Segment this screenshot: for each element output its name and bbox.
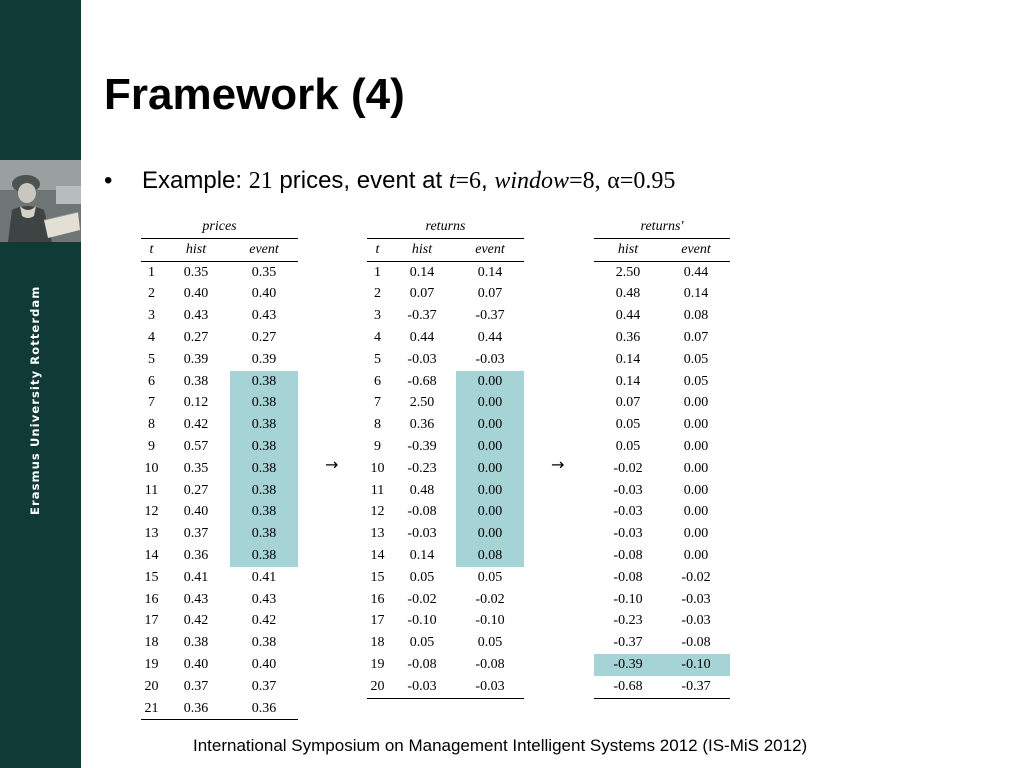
table-cell: 0.38 xyxy=(230,371,298,393)
table-cell: 0.38 xyxy=(230,392,298,414)
table-cell: 0.00 xyxy=(456,414,524,436)
table-cell: 0.05 xyxy=(477,569,503,585)
prices-table xyxy=(141,216,298,720)
table-cell: 5 xyxy=(148,351,155,367)
table-cell: 0.40 xyxy=(183,656,209,672)
table-row xyxy=(367,261,524,283)
table-cell: 0.07 xyxy=(477,286,503,302)
table-cell: 0.38 xyxy=(183,373,209,389)
table-row xyxy=(367,632,524,654)
table-cell: 0.00 xyxy=(456,458,524,480)
table-row xyxy=(367,545,524,567)
table-cell: 0.40 xyxy=(183,286,209,302)
table-cell: 0.44 xyxy=(683,264,709,280)
table-cell: 0.05 xyxy=(683,373,709,389)
table-row xyxy=(141,654,298,676)
table-row xyxy=(141,545,298,567)
table-row xyxy=(141,698,298,720)
table-cell: -0.37 xyxy=(475,308,505,324)
erasmus-portrait-image xyxy=(0,160,81,242)
table-cell: 13 xyxy=(144,526,159,542)
table-cell: 0.40 xyxy=(251,656,277,672)
table-row xyxy=(594,545,730,567)
table-row xyxy=(367,676,524,698)
table-cell: 6 xyxy=(374,373,381,389)
sidebar xyxy=(0,0,81,768)
table-row xyxy=(141,327,298,349)
table-cell: 0.07 xyxy=(615,395,641,411)
table-cell: 0.05 xyxy=(615,438,641,454)
table-cell: 1 xyxy=(148,264,155,280)
table-cell: 0.27 xyxy=(183,482,209,498)
table-cell: -0.10 xyxy=(407,613,437,629)
table-cell: -0.37 xyxy=(407,308,437,324)
table-cell: 0.38 xyxy=(251,635,277,651)
table-cell: -0.02 xyxy=(613,460,643,476)
table-row xyxy=(141,480,298,502)
table-cell: 9 xyxy=(374,438,381,454)
table-row xyxy=(594,589,730,611)
table-row xyxy=(141,392,298,414)
table-row xyxy=(367,523,524,545)
table-row xyxy=(141,349,298,371)
table-cell: 2 xyxy=(148,286,155,302)
table-row xyxy=(141,283,298,305)
table-cell: 0.35 xyxy=(183,460,209,476)
table-row xyxy=(367,480,524,502)
footer-conference: International Symposium on Management Intelligent Systems 2012 (IS-MiS 2012) xyxy=(193,736,808,755)
table-cell: -0.39 xyxy=(594,654,662,676)
table-cell: 0.36 xyxy=(162,698,230,720)
table-cell: -0.10 xyxy=(475,613,505,629)
col-header-t: t xyxy=(141,238,162,261)
table-cell: -0.10 xyxy=(613,591,643,607)
t-value: =6 xyxy=(455,168,482,194)
table-cell: 0.48 xyxy=(409,482,435,498)
sorted-returns-table xyxy=(594,216,730,699)
table-cell: 0.07 xyxy=(409,286,435,302)
table-row xyxy=(141,371,298,393)
table-cell: 0.14 xyxy=(683,286,709,302)
table-cell: 0.00 xyxy=(456,371,524,393)
table-row xyxy=(141,501,298,523)
table-cell: 3 xyxy=(148,308,155,324)
table-cell: 0.37 xyxy=(183,678,209,694)
table-cell: 0.38 xyxy=(183,635,209,651)
table-cell: 0.43 xyxy=(251,591,277,607)
table-cell: -0.37 xyxy=(613,635,643,651)
table-cell: -0.03 xyxy=(388,676,456,698)
table-cell: -0.68 xyxy=(594,676,662,698)
table-row xyxy=(594,261,730,283)
table-row xyxy=(594,371,730,393)
table-cell: 0.44 xyxy=(615,308,641,324)
table-cell: 16 xyxy=(144,591,159,607)
table-cell: -0.03 xyxy=(407,351,437,367)
table-row xyxy=(141,414,298,436)
example-bullet: • Example: 21 prices, event at t=6, window=8, α=0.95 xyxy=(104,167,676,194)
table-cell: 0.00 xyxy=(683,526,709,542)
arrow-right-icon: → xyxy=(551,455,565,474)
table-row xyxy=(594,567,730,589)
col-header-hist: hist xyxy=(388,238,456,261)
table-cell: 7 xyxy=(374,395,381,411)
example-mid-text: prices, event at xyxy=(279,167,443,194)
table-row xyxy=(367,371,524,393)
table-row xyxy=(367,327,524,349)
table-row xyxy=(141,632,298,654)
table-row xyxy=(367,305,524,327)
table-row xyxy=(594,480,730,502)
table-cell: 17 xyxy=(370,613,385,629)
table-cell: 21 xyxy=(141,698,162,720)
table-cell: 12 xyxy=(144,504,159,520)
table-cell: 0.27 xyxy=(251,329,277,345)
table-cell: -0.39 xyxy=(407,438,437,454)
table-cell: 15 xyxy=(144,569,159,585)
table-row xyxy=(594,523,730,545)
table-row xyxy=(367,567,524,589)
table-cell: 0.05 xyxy=(409,635,435,651)
table-cell: 0.00 xyxy=(456,501,524,523)
table-cell: 3 xyxy=(374,308,381,324)
returns-group-header: returns xyxy=(367,216,524,238)
table-row xyxy=(594,414,730,436)
returns-table xyxy=(367,216,524,699)
table-cell: 0.42 xyxy=(183,417,209,433)
table-cell: 14 xyxy=(144,547,159,563)
table-cell: 8 xyxy=(148,417,155,433)
table-row xyxy=(367,436,524,458)
table-cell: 18 xyxy=(144,635,159,651)
table-cell: 0.08 xyxy=(456,545,524,567)
table-cell: -0.03 xyxy=(613,504,643,520)
table-cell: 0.38 xyxy=(230,523,298,545)
table-cell: 0.41 xyxy=(251,569,277,585)
window-value: =8 xyxy=(569,168,595,194)
table-cell: 0.42 xyxy=(183,613,209,629)
prices-group-header: prices xyxy=(141,216,298,238)
table-cell: 10 xyxy=(370,460,385,476)
table-cell: 18 xyxy=(370,635,385,651)
table-cell: 0.39 xyxy=(251,351,277,367)
table-cell: -0.08 xyxy=(407,504,437,520)
table-row xyxy=(367,349,524,371)
t-variable: t xyxy=(448,168,456,194)
table-cell: 5 xyxy=(374,351,381,367)
sorted-returns-group-header: returns' xyxy=(594,216,730,238)
table-cell: 8 xyxy=(374,417,381,433)
col-header-event: event xyxy=(456,238,524,261)
table-cell: -0.08 xyxy=(407,656,437,672)
table-cell: 0.35 xyxy=(183,264,209,280)
table-cell: 0.44 xyxy=(409,329,435,345)
table-cell: 0.14 xyxy=(477,264,503,280)
table-cell: 0.14 xyxy=(409,547,435,563)
table-cell: 0.40 xyxy=(251,286,277,302)
table-cell: 15 xyxy=(370,569,385,585)
table-cell: 0.05 xyxy=(409,569,435,585)
table-cell: -0.08 xyxy=(613,547,643,563)
table-cell: 0.42 xyxy=(251,613,277,629)
table-cell: 0.35 xyxy=(251,264,277,280)
table-cell: 0.57 xyxy=(183,438,209,454)
table-cell: -0.03 xyxy=(407,526,437,542)
table-cell: 0.38 xyxy=(230,436,298,458)
table-row xyxy=(594,436,730,458)
table-cell: 13 xyxy=(370,526,385,542)
table-cell: 0.14 xyxy=(615,351,641,367)
university-name: Erasmus University Rotterdam xyxy=(28,285,42,515)
table-row xyxy=(367,458,524,480)
table-cell: 0.14 xyxy=(615,373,641,389)
table-cell: 0.48 xyxy=(615,286,641,302)
table-cell: -0.08 xyxy=(475,656,505,672)
arrow-right-icon: → xyxy=(325,455,339,474)
table-cell: 14 xyxy=(370,547,385,563)
table-cell: 0.44 xyxy=(477,329,503,345)
table-cell: 0.12 xyxy=(183,395,209,411)
table-row xyxy=(367,589,524,611)
table-cell: 0.00 xyxy=(683,460,709,476)
table-row xyxy=(141,523,298,545)
table-row xyxy=(141,458,298,480)
table-cell: -0.23 xyxy=(613,613,643,629)
table-cell: 0.08 xyxy=(683,308,709,324)
table-cell: 0.37 xyxy=(183,526,209,542)
table-row xyxy=(367,610,524,632)
table-cell: 0.07 xyxy=(683,329,709,345)
table-cell: -0.03 xyxy=(613,526,643,542)
table-cell: 0.36 xyxy=(183,547,209,563)
table-row xyxy=(594,305,730,327)
table-cell: 0.00 xyxy=(683,438,709,454)
table-cell: 0.43 xyxy=(183,591,209,607)
table-cell: 19 xyxy=(370,656,385,672)
table-cell: 0.00 xyxy=(456,523,524,545)
table-row xyxy=(367,392,524,414)
table-cell: 2 xyxy=(374,286,381,302)
table-cell: 0.27 xyxy=(183,329,209,345)
table-cell: 0.38 xyxy=(230,501,298,523)
table-row xyxy=(141,305,298,327)
table-cell: 0.39 xyxy=(183,351,209,367)
alpha-value: α=0.95 xyxy=(607,168,676,194)
table-cell: 0.00 xyxy=(456,480,524,502)
price-count: 21 xyxy=(248,168,273,194)
table-row xyxy=(141,610,298,632)
table-cell: -0.03 xyxy=(456,676,524,698)
table-cell: 0.36 xyxy=(615,329,641,345)
table-cell: -0.03 xyxy=(681,591,711,607)
table-cell: -0.02 xyxy=(681,569,711,585)
table-row xyxy=(594,283,730,305)
table-cell: -0.03 xyxy=(681,613,711,629)
table-cell: 4 xyxy=(148,329,155,345)
table-row xyxy=(141,436,298,458)
table-cell: 9 xyxy=(148,438,155,454)
table-row xyxy=(594,501,730,523)
example-label: Example: xyxy=(142,167,243,194)
table-cell: 12 xyxy=(370,504,385,520)
table-row xyxy=(367,501,524,523)
table-row xyxy=(367,283,524,305)
table-cell: 2.50 xyxy=(615,264,641,280)
table-row xyxy=(594,676,730,698)
table-cell: 0.00 xyxy=(456,436,524,458)
table-cell: 0.38 xyxy=(230,458,298,480)
table-cell: 11 xyxy=(370,482,385,498)
table-cell: 1 xyxy=(374,264,381,280)
table-row xyxy=(141,589,298,611)
col-header-event: event xyxy=(230,238,298,261)
table-cell: 2.50 xyxy=(409,395,435,411)
table-row xyxy=(594,392,730,414)
table-row xyxy=(367,414,524,436)
table-cell: -0.68 xyxy=(407,373,437,389)
table-cell: 20 xyxy=(144,678,159,694)
col-header-hist: hist xyxy=(162,238,230,261)
table-cell: 0.05 xyxy=(477,635,503,651)
table-row xyxy=(594,632,730,654)
table-cell: 0.38 xyxy=(230,414,298,436)
window-variable: window xyxy=(494,168,570,194)
table-cell: -0.08 xyxy=(681,635,711,651)
table-row xyxy=(367,654,524,676)
table-cell: 0.14 xyxy=(409,264,435,280)
table-cell: 4 xyxy=(374,329,381,345)
col-header-hist: hist xyxy=(594,238,662,261)
table-cell: 0.40 xyxy=(183,504,209,520)
table-cell: 0.00 xyxy=(683,547,709,563)
table-cell: 0.00 xyxy=(683,417,709,433)
table-cell: 0.36 xyxy=(230,698,298,720)
table-cell: -0.37 xyxy=(662,676,730,698)
table-row xyxy=(141,676,298,698)
table-cell: 10 xyxy=(144,460,159,476)
slide-title: Framework (4) xyxy=(104,70,405,119)
table-row xyxy=(594,458,730,480)
table-cell: 0.00 xyxy=(683,395,709,411)
table-cell: 0.43 xyxy=(183,308,209,324)
table-cell: 0.43 xyxy=(251,308,277,324)
col-header-event: event xyxy=(662,238,730,261)
table-cell: -0.02 xyxy=(475,591,505,607)
table-cell: -0.10 xyxy=(662,654,730,676)
table-cell: 0.38 xyxy=(230,545,298,567)
table-cell: 0.05 xyxy=(683,351,709,367)
table-cell: -0.02 xyxy=(407,591,437,607)
table-cell: -0.03 xyxy=(613,482,643,498)
table-cell: 0.38 xyxy=(230,480,298,502)
table-cell: 20 xyxy=(367,676,388,698)
table-cell: 17 xyxy=(144,613,159,629)
table-cell: 6 xyxy=(148,373,155,389)
table-cell: 0.37 xyxy=(251,678,277,694)
table-row xyxy=(141,261,298,283)
table-cell: 11 xyxy=(144,482,159,498)
table-cell: 7 xyxy=(148,395,155,411)
table-row xyxy=(594,610,730,632)
bullet-dot: • xyxy=(104,167,113,194)
table-row xyxy=(594,327,730,349)
table-cell: 0.36 xyxy=(409,417,435,433)
table-cell: 0.00 xyxy=(683,482,709,498)
table-cell: -0.23 xyxy=(407,460,437,476)
table-row xyxy=(594,349,730,371)
table-cell: -0.03 xyxy=(475,351,505,367)
table-cell: 19 xyxy=(144,656,159,672)
table-cell: 16 xyxy=(370,591,385,607)
table-cell: 0.00 xyxy=(456,392,524,414)
table-cell: 0.05 xyxy=(615,417,641,433)
table-cell: 0.41 xyxy=(183,569,209,585)
table-row xyxy=(141,567,298,589)
table-cell: 0.00 xyxy=(683,504,709,520)
table-cell: -0.08 xyxy=(613,569,643,585)
table-row xyxy=(594,654,730,676)
col-header-t: t xyxy=(367,238,388,261)
